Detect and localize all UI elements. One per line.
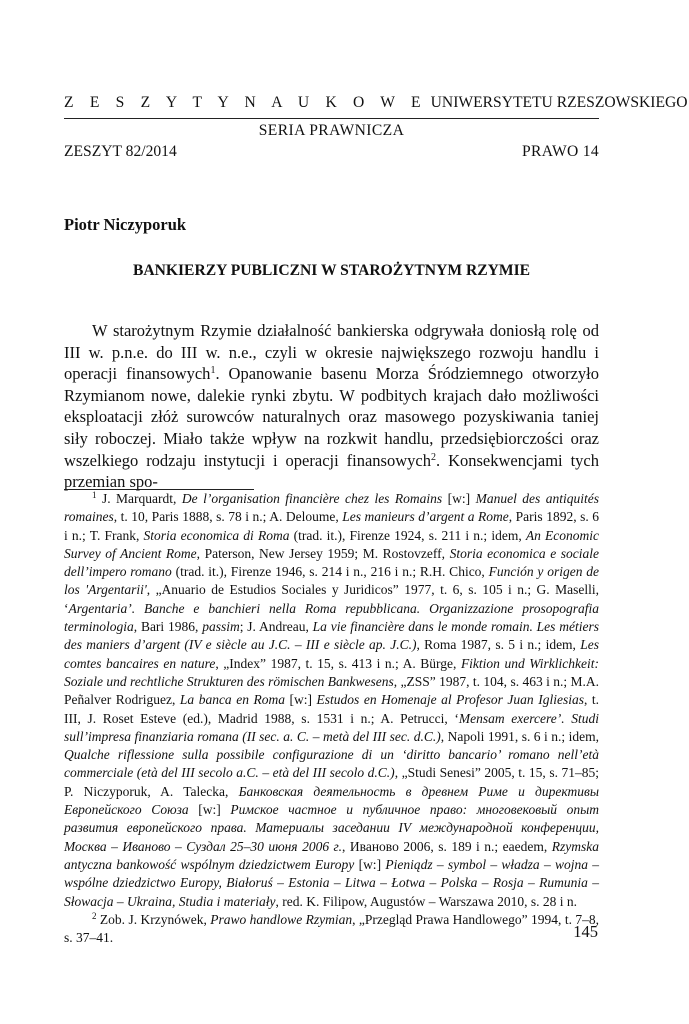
footnote-text: [w:] xyxy=(188,802,231,818)
footnote-text: ; J. Andreau, xyxy=(239,619,313,635)
footnote-text: (trad. it.), Firenze 1946, s. 214 i n., 216 i n.; R.H. Chico, xyxy=(171,564,489,580)
series-name: SERIA PRAWNICZA xyxy=(258,122,405,139)
footnote xyxy=(64,490,599,911)
header-rule xyxy=(64,118,599,119)
footnote-italic-text: Pieniądz – symbol – władza – wojna – wspólne dziedzictwo Europy, Białoruś – Estonia – Litwa – Łotwa – Polska – Rosja – Rumunia – Słowacja – Ukraina, Studia i materiały xyxy=(64,856,599,909)
footnote-italic-text: Qualche riflessione sulla possibile configurazione di un ‘diritto bancario’ romano nell’età commerciale (età del III secolo a.C. – età del III secolo d.C.) xyxy=(64,747,599,781)
footnote-ref[interactable]: 2 xyxy=(430,451,436,463)
footnote-text: Zob. J. Krzynówek, xyxy=(96,911,211,927)
body-text-part: W starożytnym Rzymie działalność bankierska odgrywała doniosłą rolę od III w. p.n.e. do III w. n.e., czyli w okresie największego rozwoju handlu i operacji finansowych xyxy=(64,321,599,384)
footnote-text: , t. 10, Paris 1888, s. 78 i n.; A. Deloume, xyxy=(113,509,343,525)
footnote-text: [w:] xyxy=(284,692,317,708)
journal-title-rest: UNIWERSYTETU RZESZOWSKIEGO xyxy=(430,94,688,111)
body-text-part: . Opanowanie basenu Morza Śródziemnego otworzyło Rzymianom nowe, dalekie rynki zbytu. W podbitych krajach dało możliwości eksploatacji złóż surowców naturalnych oraz masowego pozyskiwania taniej siły roboczej. Miało także wpływ na rozkwit handlu, przedsiębiorczości oraz wszelkiego rodzaju instytucji i operacji finansowych xyxy=(64,364,599,470)
footnote-text: , „Index” 1987, t. 15, s. 413 i n.; A. Bürge, xyxy=(215,655,461,671)
footnote-text: , Napoli 1991, s. 6 i n.; idem, xyxy=(440,728,599,744)
footnote-italic-text: Римское частное и публичное право: многовековый опыт развития европейского права. Материалы заседании IV международной конференции, Москва – Иваново – Суздал 25–30 июня 2006 г. xyxy=(64,802,599,854)
footnote-text: [w:] xyxy=(442,491,476,506)
footnote-italic-text: Storia economica di Roma xyxy=(143,527,290,543)
footnote-text: J. Marquardt, xyxy=(96,491,182,506)
footnote-italic-text: Estudos en Homenaje al Profesor Juan Igliesias xyxy=(316,692,584,708)
footnote-italic-text: Rzymska antyczna bankowość wspólnym dziedzictwem Europy xyxy=(64,838,599,872)
section-label: PRAWO 14 xyxy=(522,143,599,160)
body-paragraph xyxy=(64,320,599,493)
footnote-text: , „Studi Senesi” 2005, t. 15, s. 71–85; P. Niczyporuk, A. Talecka, xyxy=(64,765,599,799)
footnote-text: , Paris 1892, s. 6 i n.; T. Frank, xyxy=(64,509,599,543)
footnote-italic-text: An Economic Survey of Ancient Rome xyxy=(64,527,599,561)
footnote-italic-text: Prawo handlowe Rzymian xyxy=(210,911,353,927)
footnote xyxy=(64,911,599,948)
footnote-italic-text: Argentaria’. Banche e banchieri nella Roma repubblicana. Organizzazione prosopografia terminologia xyxy=(64,600,599,635)
footnote-text: , Bari 1986, xyxy=(133,619,203,635)
footnote-ref[interactable]: 1 xyxy=(210,365,216,377)
footnote-italic-text: Fiktion und Wirklichkeit: Soziale und rechtliche Strukturen des römischen Bankwesens xyxy=(64,655,600,689)
footnote-text: , t. III, J. Roset Esteve (ed.), Madrid 1988, s. 1531 i n.; A. Petrucci, ‘ xyxy=(64,692,599,726)
journal-title-spaced: Z E S Z Y T Y N A U K O W E xyxy=(64,94,427,111)
footnote-number: 1 xyxy=(92,490,97,500)
footnotes xyxy=(64,490,599,947)
footnote-italic-text: De l’organisation financière chez les Romains xyxy=(181,491,443,506)
footnote-italic-text: La vie financière dans le monde romain. Les métiers des maniers d’argent (IV e siècle au J.C. – III e siècle ap. J.C.) xyxy=(64,619,599,653)
footnote-text: , „Anuario de Estudios Sociales y Juridicos” 1977, t. 6, s. 105 i n.; G. Maselli, ‘ xyxy=(64,582,599,616)
footnote-text: , Paterson, New Jersey 1959; M. Rostovzeff, xyxy=(196,545,450,561)
footnote-text: , „Przegląd Prawa Handlowego” 1994, t. 7–8, s. 37–41. xyxy=(64,911,600,946)
footnote-text: , „ZSS” 1987, t. 104, s. 463 i n.; M.A. Peñalver Rodriguez, xyxy=(64,673,599,708)
footnote-italic-text: La banca en Roma xyxy=(179,692,285,708)
footnote-italic-text: Mensam exercere’. Studi sull’impresa finanziaria romana (II sec. a. C. – metà del III sec. d.C.) xyxy=(64,710,599,744)
article-title: BANKIERZY PUBLICZNI W STAROŻYTNYM RZYMIE xyxy=(132,262,531,279)
journal-title xyxy=(64,94,688,112)
issue-number: ZESZYT 82/2014 xyxy=(64,143,177,160)
footnote-italic-text: Manuel des antiquités romaines xyxy=(64,491,599,525)
footnote-italic-text: Les comtes bancaires en nature xyxy=(64,637,600,671)
footnote-text: [w:] xyxy=(354,856,386,872)
footnote-italic-text: Les manieurs d’argent a Rome xyxy=(342,509,509,525)
footnote-italic-text: Función y origen de los 'Argentarii' xyxy=(64,564,599,598)
footnote-text: , Иваново 2006, s. 189 i n.; eaedem, xyxy=(342,838,552,854)
body-text-part: . Konsekwencjami tych przemian spo- xyxy=(64,450,599,492)
footnote-text: (trad. it.), Firenze 1924, s. 211 i n.; idem, xyxy=(289,527,526,543)
footnote-italic-text: passim xyxy=(202,619,240,635)
footnote-text: , red. K. Filipow, Augustów – Warszawa 2010, s. 28 i n. xyxy=(275,893,578,909)
footnote-italic-text: Банковская деятельность в древнем Риме и директивы Европейского Союза xyxy=(64,783,599,818)
author-name: Piotr Niczyporuk xyxy=(64,215,187,234)
footnote-number: 2 xyxy=(92,910,97,921)
footnote-italic-text: Storia economica e sociale dell’impero romano xyxy=(64,545,599,580)
page-number: 145 xyxy=(573,922,598,941)
footnote-text: , Roma 1987, s. 5 i n.; idem, xyxy=(416,637,581,653)
